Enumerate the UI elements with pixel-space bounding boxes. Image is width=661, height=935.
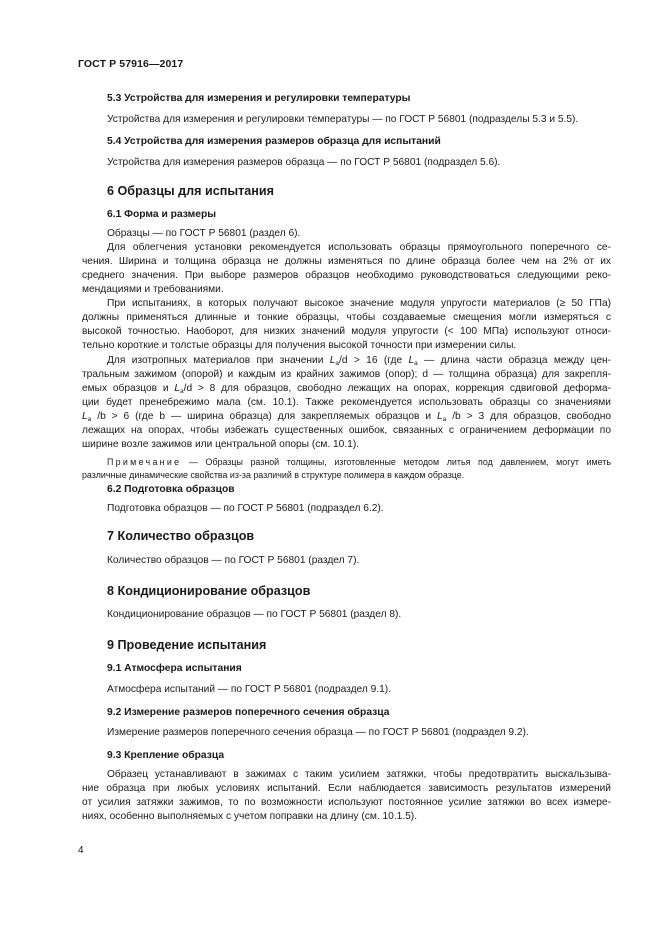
section-6-1-p3-line: высокой точностью. Наоборот, для низких значений модуля упругости (< 100 МПа) используют относи-	[82, 326, 611, 337]
section-6-1-p4-line: тральным зажимом (опорой) и каждым из крайних зажимов (опор); d — толщина образца) для закрепля-	[82, 369, 611, 380]
section-9-2-title: 9.2 Измерение размеров поперечного сечения образца	[107, 707, 390, 718]
section-6-1-p4-line: лежащих на опорах, чтобы избежать существенных ошибок, связанных с ограничением деформации по	[82, 425, 611, 436]
section-9-1-title: 9.1 Атмосфера испытания	[107, 663, 242, 674]
section-8-text: Кондиционирование образцов — по ГОСТ Р 56801 (раздел 8).	[107, 609, 402, 620]
section-7-title: 7 Количество образцов	[107, 529, 255, 543]
section-9-title: 9 Проведение испытания	[107, 638, 267, 652]
section-6-1-p2-line: Для облегчения установки рекомендуется использовать образцы прямоугольного поперечного се-	[107, 242, 611, 253]
section-5-4-title: 5.4 Устройства для измерения размеров образца для испытаний	[107, 136, 441, 147]
section-9-3-title: 9.3 Крепление образца	[107, 750, 225, 761]
section-6-1-p4-line: ции будет пренебрежимо мала (см. 10.1). Также рекомендуется использовать образцы со значениями	[82, 397, 611, 408]
section-6-title: 6 Образцы для испытания	[107, 184, 275, 198]
page-number: 4	[78, 845, 84, 856]
section-6-1-p3-line: тельно короткие и толстые образцы для получения высокой точности при измерении силы.	[82, 340, 517, 351]
section-6-1-p2-line: чения. Ширина и толщина образца не должны изменяться по длине образца более чем на 2% от их	[82, 256, 611, 267]
section-9-2-text: Измерение размеров поперечного сечения образца — по ГОСТ Р 56801 (подраздел 9.2).	[107, 727, 529, 738]
section-9-3-line: ниях, особенно выполняемых с учетом поправки на длину (см. 10.1.5).	[82, 811, 418, 822]
section-8-title: 8 Кондиционирование образцов	[107, 584, 311, 598]
section-6-1-p2-line: среднего значения. При выборе размеров образцов необходимо руководствоваться следующими реко-	[82, 270, 611, 281]
section-6-1-p4-line: $L_a$ /b > 6 (где b — ширина образца) для закрепляемых образцов и $L_a$ /b > 3 для образцов, свободно	[82, 411, 611, 423]
section-9-3-line: Образец устанавливают в зажимах с таким усилием затяжки, чтобы предотвратить выскальзыва-	[107, 769, 611, 780]
note-line: Примечание — Образцы разной толщины, изготовленные методом литья под давлением, могут иметь	[107, 457, 611, 467]
section-6-1-p1: Образцы — по ГОСТ Р 56801 (раздел 6).	[107, 228, 301, 239]
section-5-3-title: 5.3 Устройства для измерения и регулировки температуры	[107, 93, 411, 104]
section-9-1-text: Атмосфера испытаний — по ГОСТ Р 56801 (подраздел 9.1).	[107, 684, 392, 695]
section-6-2-text: Подготовка образцов — по ГОСТ Р 56801 (подраздел 6.2).	[107, 503, 384, 514]
note-line: различные динамические свойства из-за различий в структуре полимера в каждом образце.	[82, 470, 465, 480]
section-9-3-line: ние образца при любых условиях испытаний. Если наблюдается зависимость результатов измерений	[82, 783, 611, 794]
section-6-1-p4-line: Для изотропных материалов при значении $L_a/d > 16$ (где $L_a$ — длина части образца между цен-	[107, 355, 612, 367]
section-5-3-text: Устройства для измерения и регулировки температуры — по ГОСТ Р 56801 (подразделы 5.3 и 5.5).	[107, 114, 579, 125]
section-9-3-line: от усилия затяжки зажимов, то по возможности используют постоянное усилие затяжки во всех измере-	[82, 797, 611, 808]
document-header: ГОСТ Р 57916—2017	[78, 58, 184, 70]
section-6-2-title: 6.2 Подготовка образцов	[107, 484, 235, 495]
section-6-1-p3-line: При испытаниях, в которых получают высокое значение модуля упругости материалов (≥ 50 ГПа)	[107, 298, 611, 309]
section-7-text: Количество образцов — по ГОСТ Р 56801 (раздел 7).	[107, 555, 360, 566]
section-6-1-title: 6.1 Форма и размеры	[107, 209, 217, 220]
note-label: Примечание	[107, 457, 182, 467]
section-6-1-p4-line: ширине возле зажимов или центральной опоры (см. 10.1).	[82, 439, 360, 450]
section-6-1-p4-line: емых образцов и $L_a/d > 8$ для образцов, свободно лежащих на опорах, коррекция сдвиговой деформа-	[82, 383, 611, 395]
section-6-1-p2-line: мендациями и требованиями.	[82, 284, 224, 295]
section-6-1-p3-line: должны применяться длинные и тонкие образцы, чтобы создаваемые смещения могли измеряться с	[82, 312, 611, 323]
section-5-4-text: Устройства для измерения размеров образца — по ГОСТ Р 56801 (подраздел 5.6).	[107, 157, 501, 168]
